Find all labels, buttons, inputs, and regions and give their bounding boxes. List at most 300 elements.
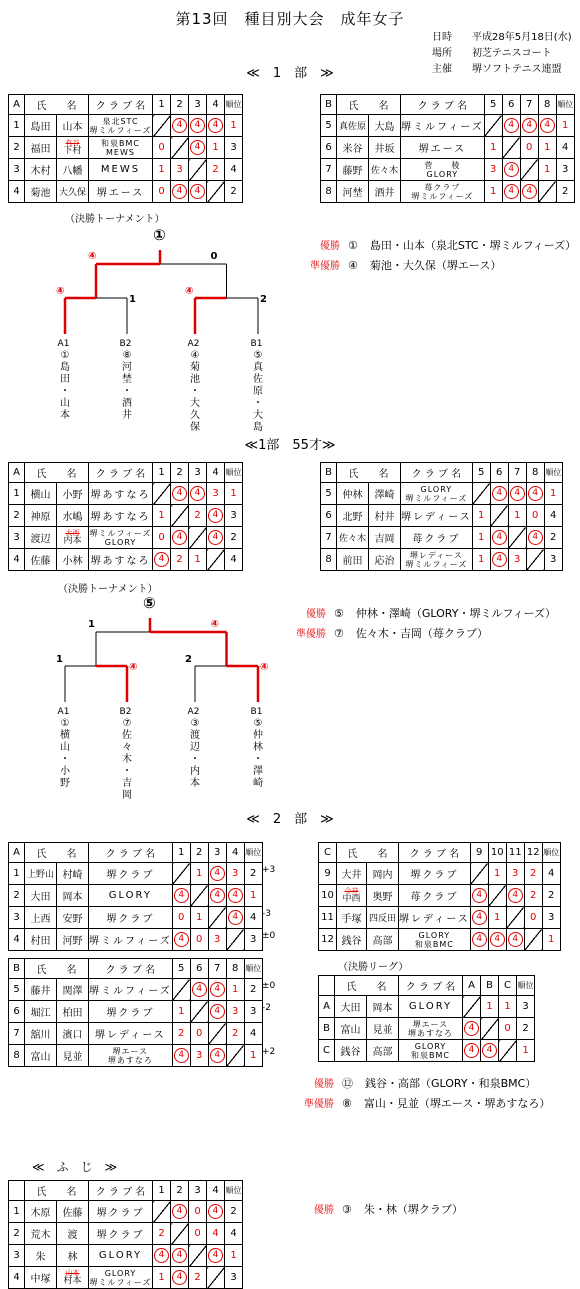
name-char: 大 (253, 410, 263, 421)
result-team: 佐々木・吉岡（苺クラブ） (355, 627, 488, 640)
rank-cell: 2 (542, 885, 560, 907)
club-line: GLORY (420, 484, 453, 494)
player-name: 佐々木 (338, 534, 366, 544)
result-team: 富山・見並（堺エース・堺あすなろ） (363, 1097, 551, 1110)
club-name: 堺レディース (401, 512, 472, 523)
rank-cell: 1 (556, 115, 574, 137)
result-label: 優勝 (314, 1205, 334, 1216)
bracket-score: 0 (210, 251, 218, 262)
name-char: 山 (60, 742, 70, 753)
entry-number: 1 (9, 115, 25, 137)
rank-cell: 4 (544, 505, 562, 527)
column-header: 6 (502, 95, 520, 115)
win-circle: 4 (228, 910, 243, 925)
club-name: GLORY (108, 890, 152, 901)
score-cell: 0 (189, 1201, 207, 1223)
player-name: 村井 (374, 512, 395, 523)
entrant-number: ⑦ (122, 718, 132, 729)
bracket-score: 2 (260, 294, 267, 305)
column-header: 8 (226, 959, 244, 979)
win-circle: 4 (228, 888, 243, 903)
player-name: 木村 (30, 166, 51, 177)
player-name: 大久保 (58, 188, 86, 198)
entry-number: 4 (9, 1267, 25, 1289)
rank-cell: 4 (244, 907, 262, 929)
name-char: 保 (190, 422, 200, 433)
club-name: 堺あすなろ (90, 556, 151, 567)
player-name: 仲林 (342, 490, 363, 501)
name-char: 渡 (190, 730, 200, 741)
win-circle: 4 (210, 1004, 225, 1019)
club-header: ク ラ ブ 名 (89, 463, 153, 483)
score-cell: 2 (189, 505, 207, 527)
club-header: ク ラ ブ 名 (89, 1181, 153, 1201)
result-row (298, 1094, 550, 1115)
score-cell: 1 (226, 979, 244, 1001)
win-circle: 4 (492, 552, 507, 567)
group-label: B (9, 959, 25, 979)
club-line: 堺ミルフィーズ (89, 528, 152, 538)
entry-number: 6 (321, 137, 337, 159)
club-name: 堺クラブ (96, 1230, 145, 1241)
result-label: 準優勝 (310, 261, 340, 272)
win-circle: 4 (210, 982, 225, 997)
bracket-score: ④ (129, 662, 138, 673)
club-name: 堺クラブ (96, 1208, 145, 1219)
column-header: 1 (172, 843, 190, 863)
result-team: 仲林・澤崎（GLORY・堺ミルフィーズ） (355, 607, 557, 620)
win-circle: 4 (172, 486, 187, 501)
column-header: 3 (189, 463, 207, 483)
entrant-number: ① (60, 350, 70, 361)
score-cell: 1 (488, 863, 506, 885)
club-line: 堺レディース (409, 550, 463, 560)
player-name: 銭谷 (341, 936, 362, 947)
club-name: 苺クラブ (412, 534, 461, 545)
player-name: 高部 (372, 1047, 393, 1058)
club-name: 堺クラブ (106, 1008, 155, 1019)
entrant-seed: B1 (250, 707, 263, 717)
result-label: 準優勝 (304, 1099, 334, 1110)
win-circle: 4 (504, 162, 519, 177)
player-name: 荒木 (30, 1230, 51, 1241)
player-name: 安野 (62, 914, 83, 925)
club-line: GLORY (414, 1041, 447, 1051)
player-name: 応治 (374, 556, 395, 567)
section-fuji: ≪ ふ じ ≫ (32, 1160, 118, 1174)
entry-number: 3 (9, 1245, 25, 1267)
column-header: 2 (171, 463, 189, 483)
player-name: 木原 (30, 1208, 51, 1219)
entrant-seed: A2 (187, 339, 200, 349)
score-cell: 3 (207, 483, 225, 505)
entry-number: A (319, 996, 335, 1018)
result-number: ⑧ (342, 1097, 352, 1110)
entry-number: 12 (319, 929, 337, 951)
player-name: 井坂 (374, 144, 395, 155)
rank-header: 順位 (542, 843, 560, 863)
score-cell: 0 (526, 505, 544, 527)
club-line: GLORY (426, 169, 459, 179)
bracket-entrant (119, 706, 135, 802)
rank-cell: 2 (225, 527, 243, 549)
name-char: 岡 (122, 790, 132, 801)
name-header: 氏 名 (337, 463, 401, 483)
win-circle: 4 (508, 932, 523, 947)
rank-cell: 2 (556, 181, 574, 203)
name-char: 菊 (190, 362, 200, 373)
score-cell: 1 (172, 1001, 190, 1023)
bracket-entrant (57, 706, 73, 790)
result-label: 優勝 (314, 1079, 334, 1090)
info-value: 平成28年5月18日(水) (472, 32, 572, 43)
win-circle: 4 (190, 140, 205, 155)
score-cell: 1 (472, 505, 490, 527)
win-circle: 4 (540, 118, 555, 133)
club-name: 堺あすなろ (90, 512, 151, 523)
entrant-seed: B2 (119, 339, 132, 349)
player-name: 神原 (30, 512, 51, 523)
name-char: 横 (60, 730, 70, 741)
rank-cell: 4 (556, 137, 574, 159)
name-header: 氏 名 (335, 976, 399, 996)
result-team: 島田・山本（泉北STC・堺ミルフィーズ） (369, 239, 577, 252)
club-line: 和泉BMC (411, 1050, 450, 1060)
club-name: 堺エース (418, 144, 467, 155)
win-circle: 4 (528, 530, 543, 545)
player-name: 村崎 (62, 870, 83, 881)
score-cell: 2 (524, 863, 542, 885)
column-header: 4 (207, 1181, 225, 1201)
score-cell: 3 (226, 1001, 244, 1023)
player-name: 前田 (342, 556, 363, 567)
win-circle: 4 (174, 932, 189, 947)
entry-number: C (319, 1040, 335, 1062)
column-header: 2 (190, 843, 208, 863)
win-circle: 4 (208, 530, 223, 545)
name-char: ・ (190, 754, 200, 765)
bracket-score: ④ (88, 251, 97, 262)
result-number: ④ (348, 259, 358, 272)
rank-cell: 2 (544, 527, 562, 549)
club-line: 堺あすなろ (408, 1028, 453, 1038)
rank-cell: 3 (517, 996, 535, 1018)
entry-number: 9 (319, 863, 337, 885)
club-name: 堺エース (96, 188, 145, 199)
player-name: 澤崎 (374, 490, 395, 501)
column-header: C (499, 976, 517, 996)
club-line: GLORY (104, 1268, 137, 1278)
entrant-number: ⑤ (253, 350, 263, 361)
player-name: 堀江 (30, 1008, 51, 1019)
page-title: 第13回 種目別大会 成年女子 (175, 10, 405, 28)
win-circle: 4 (172, 1204, 187, 1219)
win-circle: 4 (172, 530, 187, 545)
win-circle: 4 (174, 1048, 189, 1063)
score-cell: 1 (484, 137, 502, 159)
score-cell: 1 (153, 159, 171, 181)
club-line: GLORY (104, 537, 137, 547)
rank-header: 順位 (244, 959, 262, 979)
name-char: ・ (122, 766, 132, 777)
name-header: 氏 名 (337, 843, 399, 863)
player-name: 北野 (342, 512, 363, 523)
name-char: 原 (253, 386, 263, 397)
player-name: 大島 (374, 122, 395, 133)
name-char: ・ (253, 754, 263, 765)
result-number: ③ (342, 1203, 352, 1216)
club-line: 堺あすなろ (107, 1055, 153, 1065)
club-header: ク ラ ブ 名 (399, 843, 471, 863)
name-char: 河 (122, 362, 132, 373)
rank-cell: 1 (517, 1040, 535, 1062)
entry-number: 6 (321, 505, 337, 527)
point-diff-note: -3 (262, 909, 271, 919)
rank-header: 順位 (225, 95, 243, 115)
struck-name: 大西 (65, 529, 80, 537)
win-circle: 4 (490, 932, 505, 947)
name-char: 山 (60, 398, 70, 409)
rank-header: 順位 (556, 95, 574, 115)
rank-cell: 2 (225, 1201, 243, 1223)
player-name: 渡 (67, 1230, 78, 1241)
rank-cell: 3 (244, 929, 262, 951)
name-char: ・ (122, 386, 132, 397)
bracket-score: 1 (56, 654, 63, 665)
club-name: 堺ミルフィーズ (89, 936, 172, 947)
win-circle: 4 (482, 1043, 497, 1058)
group-label: B (321, 95, 337, 115)
player-name: 下村 (63, 146, 82, 156)
player-name: 岡本 (372, 1003, 393, 1014)
club-header: ク ラ ブ 名 (89, 95, 153, 115)
entry-number: B (319, 1018, 335, 1040)
entrant-seed: B2 (119, 707, 132, 717)
name-char: ・ (60, 386, 70, 397)
score-cell: 1 (190, 863, 208, 885)
club-line: MEWS (106, 147, 135, 157)
group-label: A (9, 843, 25, 863)
win-circle: 4 (210, 888, 225, 903)
score-cell: 0 (153, 527, 171, 549)
score-cell: 1 (472, 549, 490, 571)
player-name: 村本 (63, 1276, 82, 1286)
score-cell: 2 (171, 549, 189, 571)
club-name: 堺あすなろ (90, 490, 151, 501)
score-cell: 1 (153, 1267, 171, 1289)
bracket-score: ④ (260, 662, 269, 673)
player-name: 奥野 (372, 892, 393, 903)
score-cell: 1 (508, 505, 526, 527)
win-circle: 4 (172, 1270, 187, 1285)
player-name: 中西 (342, 894, 361, 904)
player-name: 関澤 (62, 986, 83, 997)
rank-cell: 1 (225, 483, 243, 505)
club-line: 堺ミルフィーズ (411, 191, 474, 201)
group-label: B (321, 463, 337, 483)
player-name: 八幡 (62, 166, 83, 177)
player-name: 村田 (30, 936, 51, 947)
name-char: 小 (60, 766, 70, 777)
section-2bu: ≪ 2 部 ≫ (246, 812, 334, 827)
player-name: 水嶋 (62, 512, 83, 523)
club-name: 堺クラブ (410, 870, 459, 881)
column-header: 4 (207, 463, 225, 483)
player-name: 富山 (30, 1052, 51, 1063)
score-cell: 0 (499, 1018, 517, 1040)
club-name: 堺クラブ (106, 870, 155, 881)
rank-cell: 4 (225, 549, 243, 571)
win-circle: 4 (172, 118, 187, 133)
club-name: 堺クラブ (106, 914, 155, 925)
name-char: 島 (60, 362, 70, 373)
club-name: GLORY (98, 1250, 143, 1261)
club-line: 和泉BMC (101, 138, 140, 148)
club-header: ク ラ ブ 名 (89, 843, 173, 863)
entry-number: 5 (321, 115, 337, 137)
column-header: 6 (190, 959, 208, 979)
player-name: 島田 (30, 122, 51, 133)
rank-header: 順位 (517, 976, 535, 996)
score-cell: 0 (524, 907, 542, 929)
entrant-number: ④ (190, 350, 200, 361)
name-header: 氏 名 (25, 1181, 89, 1201)
player-name: 上野山 (26, 870, 54, 880)
name-char: 田 (60, 374, 70, 385)
club-name: GLORY (408, 1001, 453, 1012)
entry-number: 7 (9, 1023, 25, 1045)
bracket-winner: ① (153, 226, 166, 244)
column-header: 3 (208, 843, 226, 863)
column-header: 7 (520, 95, 538, 115)
entry-number: 3 (9, 159, 25, 181)
player-name: 佐々木 (370, 166, 398, 176)
rank-cell: 3 (556, 159, 574, 181)
result-row (304, 236, 576, 257)
player-name: 銭谷 (340, 1047, 361, 1058)
entrant-seed: A1 (57, 339, 70, 349)
score-cell: 3 (508, 549, 526, 571)
club-line: 堺エース (412, 1019, 449, 1029)
rank-header: 順位 (544, 463, 562, 483)
entrant-names (187, 730, 203, 790)
bracket-score: ④ (56, 286, 65, 297)
name-char: 埜 (122, 374, 132, 385)
score-cell: 1 (481, 996, 499, 1018)
score-cell: 3 (190, 1045, 208, 1067)
point-diff-note: +2 (262, 1047, 276, 1057)
score-cell: 2 (524, 885, 542, 907)
tournament-label-1: （決勝トーナメント） (65, 214, 165, 225)
club-header: ク ラ ブ 名 (399, 976, 463, 996)
name-char: 々 (122, 742, 132, 753)
result-team: 朱・林（堺クラブ） (363, 1203, 463, 1216)
win-circle: 4 (208, 118, 223, 133)
player-name: 上西 (30, 914, 51, 925)
info-value: 初芝テニスコート (472, 48, 552, 59)
result-row (298, 1200, 463, 1221)
name-char: ・ (190, 386, 200, 397)
rank-cell: 3 (225, 505, 243, 527)
score-cell: 3 (484, 159, 502, 181)
win-circle: 4 (172, 184, 187, 199)
bracket-score: 1 (88, 619, 95, 630)
club-name: 堺ミルフィーズ (401, 122, 484, 133)
entrant-seed: A1 (57, 707, 70, 717)
player-name: 佐藤 (30, 556, 51, 567)
name-char: 真 (253, 362, 263, 373)
entrant-seed: A2 (187, 707, 200, 717)
entry-number: 11 (319, 907, 337, 929)
result-number: ⑤ (334, 607, 344, 620)
player-name: 柏田 (62, 1008, 83, 1019)
name-char: 佐 (122, 730, 132, 741)
rank-cell: 4 (244, 1023, 262, 1045)
player-name: 大田 (340, 1003, 361, 1014)
bracket-entrant (187, 706, 203, 790)
club-name: 堺レディース (95, 1030, 166, 1041)
rank-cell: 1 (225, 115, 243, 137)
column-header: 4 (226, 843, 244, 863)
rank-cell: 4 (542, 863, 560, 885)
name-char: 辺 (190, 742, 200, 753)
struck-name: 有谷 (65, 139, 80, 147)
entrant-number: ① (60, 718, 70, 729)
rank-cell: 3 (542, 907, 560, 929)
rank-cell: 2 (225, 181, 243, 203)
entry-number: 6 (9, 1001, 25, 1023)
player-name: 河野 (62, 936, 83, 947)
win-circle: 4 (172, 1248, 187, 1263)
point-diff-note: ±0 (262, 981, 276, 991)
score-cell: 2 (172, 1023, 190, 1045)
win-circle: 4 (464, 1021, 479, 1036)
name-char: 島 (253, 422, 263, 433)
name-char: 吉 (122, 778, 132, 789)
name-char: 林 (253, 742, 263, 753)
win-circle: 4 (472, 910, 487, 925)
score-cell: 1 (153, 505, 171, 527)
name-char: 仲 (253, 730, 263, 741)
player-name: 中塚 (30, 1274, 51, 1285)
name-char: 佐 (253, 374, 263, 385)
struck-name: 山本 (65, 1269, 80, 1277)
point-diff-note: +3 (262, 865, 276, 875)
win-circle: 4 (208, 1204, 223, 1219)
score-cell: 3 (226, 863, 244, 885)
score-cell: 0 (190, 1023, 208, 1045)
entrant-seed: B1 (250, 339, 263, 349)
tournament-label-55: （決勝トーナメント） (58, 584, 158, 595)
rank-cell: 3 (244, 1001, 262, 1023)
score-cell: 2 (153, 1223, 171, 1245)
entry-number: 1 (9, 483, 25, 505)
win-circle: 4 (508, 888, 523, 903)
win-circle: 4 (208, 1248, 223, 1263)
rank-cell: 3 (225, 1267, 243, 1289)
column-header: 5 (484, 95, 502, 115)
name-char: 本 (190, 778, 200, 789)
entry-number: 2 (9, 1223, 25, 1245)
entry-number: 7 (321, 527, 337, 549)
win-circle: 4 (492, 486, 507, 501)
rank-header: 順位 (225, 463, 243, 483)
entry-number: 8 (9, 1045, 25, 1067)
entry-number: 3 (9, 907, 25, 929)
bracket-score: ④ (210, 619, 219, 630)
win-circle: 4 (154, 552, 169, 567)
column-header: 10 (488, 843, 506, 863)
